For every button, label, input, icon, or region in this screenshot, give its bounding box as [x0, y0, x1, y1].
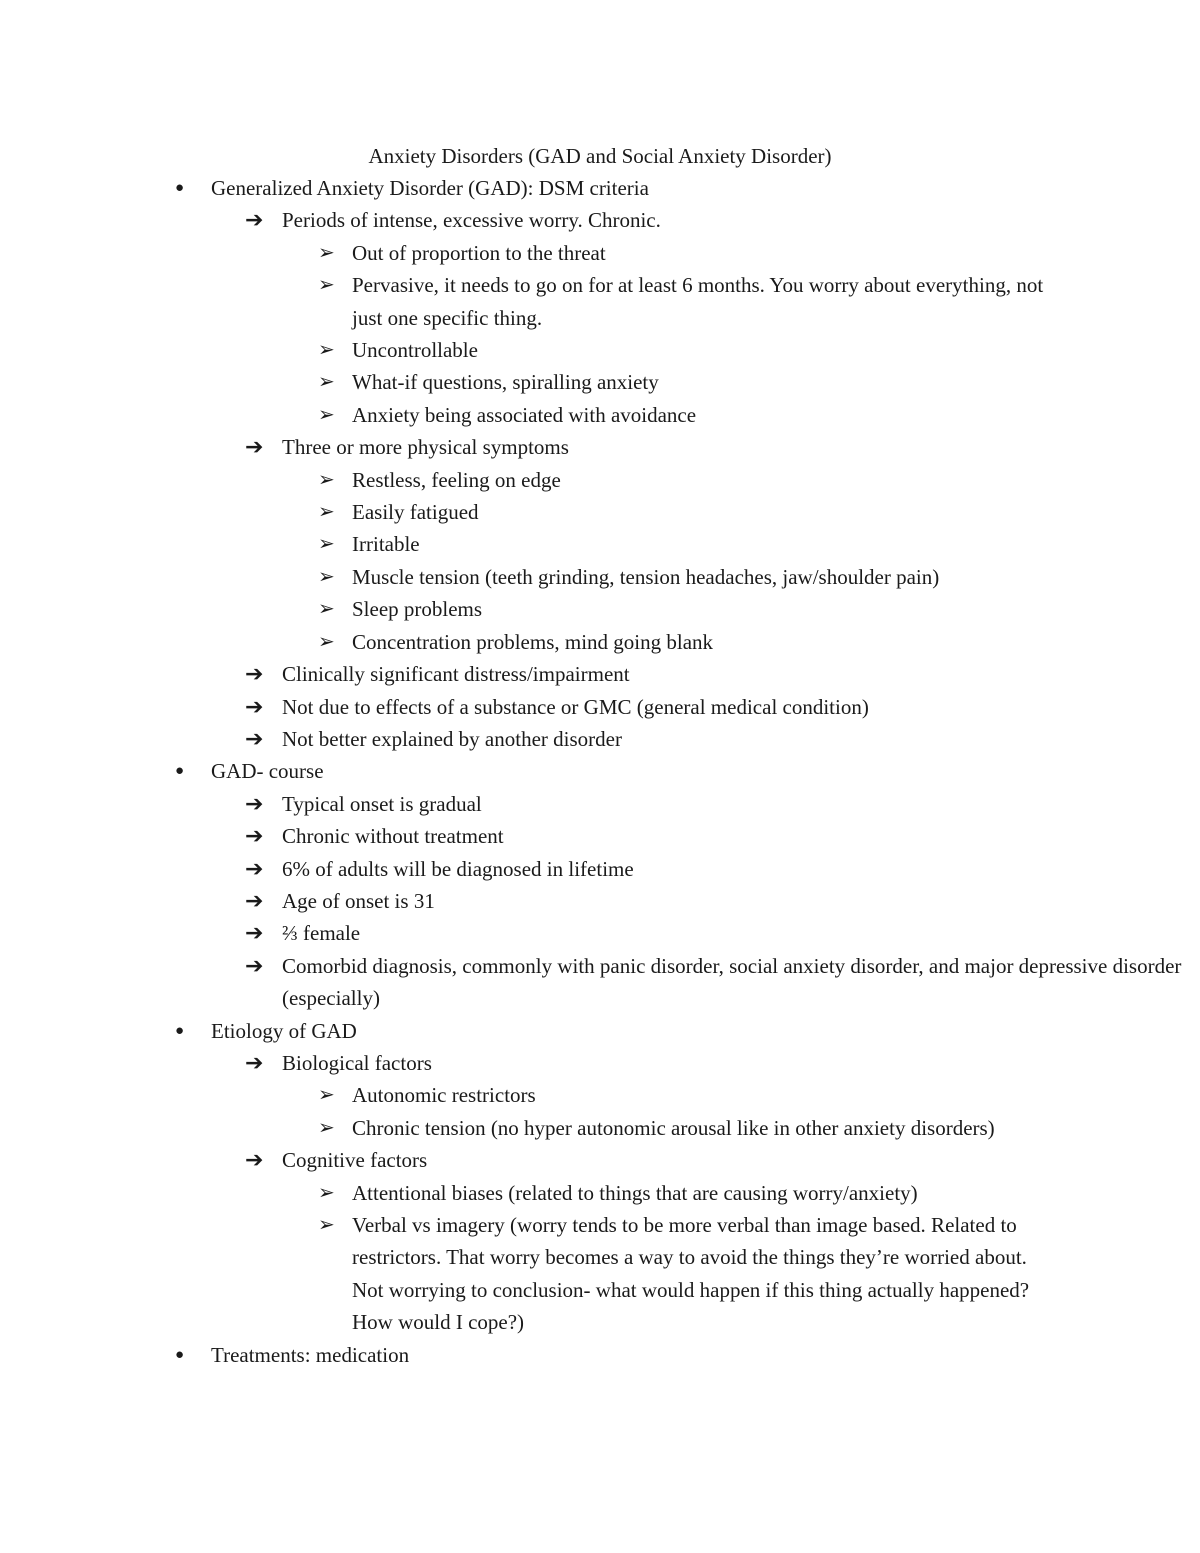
sub-list-item [0, 1112, 1200, 1144]
list-item-text: Chronic tension (no hyper autonomic arousal like in other anxiety disorders) [352, 1115, 995, 1140]
section-item [0, 172, 1200, 204]
list-item-text: Uncontrollable [352, 338, 478, 363]
list-item [0, 691, 1200, 723]
arrow-bullet-icon: ➔ [245, 434, 264, 460]
list-item [0, 820, 1200, 852]
list-item-text: Easily fatigued [352, 500, 479, 525]
list-item-text: Periods of intense, excessive worry. Chronic. [282, 208, 661, 233]
list-item-text: Clinically significant distress/impairment [282, 662, 630, 687]
list-item-text: 6% of adults will be diagnosed in lifetime [282, 856, 634, 881]
list-item-text: Muscle tension (teeth grinding, tension headaches, jaw/shoulder pain) [352, 564, 940, 589]
list-item-text: Cognitive factors [282, 1148, 428, 1173]
list-item-text: Autonomic restrictors [352, 1083, 536, 1108]
sub-list-item [0, 269, 1200, 334]
arrow-bullet-icon: ➔ [245, 855, 264, 881]
bullet-dot-icon: ● [175, 1022, 185, 1039]
list-item [0, 204, 1200, 236]
arrow-bullet-icon: ➔ [245, 920, 264, 946]
list-item-text: Generalized Anxiety Disorder (GAD): DSM criteria [211, 176, 649, 200]
sub-list-item [0, 496, 1200, 528]
arrowhead-bullet-icon: ➢ [318, 339, 335, 362]
list-item-text: Restless, feeling on edge [352, 467, 561, 492]
list-item-text: Chronic without treatment [282, 824, 504, 849]
bullet-dot-icon: ● [175, 763, 185, 780]
arrow-bullet-icon: ➔ [245, 725, 264, 751]
bullet-dot-icon: ● [175, 180, 185, 196]
list-item [0, 723, 1200, 755]
list-item-text: Concentration problems, mind going blank [352, 629, 714, 654]
list-item [0, 885, 1200, 917]
list-item-text: Pervasive, it needs to go on for at least 6 months. You worry about everything, not just one specific thing. [352, 273, 1044, 330]
arrow-bullet-icon: ➔ [245, 207, 264, 233]
sub-list-item [0, 464, 1200, 496]
arrowhead-bullet-icon: ➢ [318, 630, 335, 653]
list-item-text: Out of proportion to the threat [352, 240, 606, 265]
section-item [0, 755, 1200, 787]
section-item [0, 1339, 1200, 1371]
sub-list-item [0, 593, 1200, 625]
sub-list-item [0, 1177, 1200, 1209]
list-item-text: Age of onset is 31 [282, 888, 435, 913]
arrow-bullet-icon: ➔ [245, 1147, 264, 1173]
arrow-bullet-icon: ➔ [245, 790, 264, 816]
list-item-text: Sleep problems [352, 597, 483, 622]
list-item-text: What-if questions, spiralling anxiety [352, 370, 659, 395]
list-item-text: Anxiety being associated with avoidance [352, 402, 697, 427]
list-item-text: Not due to effects of a substance or GMC (general medical condition) [282, 694, 869, 719]
sub-list-item [0, 1079, 1200, 1111]
list-item [0, 658, 1200, 690]
section-item [0, 1015, 1200, 1047]
sub-list-item [0, 334, 1200, 366]
arrowhead-bullet-icon: ➢ [318, 403, 335, 426]
arrow-bullet-icon: ➔ [245, 1049, 264, 1075]
list-item [0, 950, 1200, 1015]
list-item-text: Typical onset is gradual [282, 791, 482, 816]
arrow-bullet-icon: ➔ [245, 823, 264, 849]
arrowhead-bullet-icon: ➢ [318, 241, 335, 264]
arrow-bullet-icon: ➔ [245, 887, 264, 913]
arrowhead-bullet-icon: ➢ [318, 1214, 335, 1236]
sub-list-item [0, 528, 1200, 560]
sub-list-item [0, 366, 1200, 398]
document-title: Anxiety Disorders (GAD and Social Anxiety Disorder) [368, 144, 832, 168]
list-item [0, 788, 1200, 820]
arrowhead-bullet-icon: ➢ [318, 468, 335, 491]
arrowhead-bullet-icon: ➢ [318, 598, 335, 621]
list-item [0, 1047, 1200, 1079]
list-item [0, 431, 1200, 463]
arrowhead-bullet-icon: ➢ [318, 1116, 335, 1139]
arrowhead-bullet-icon: ➢ [318, 1181, 335, 1204]
list-item [0, 917, 1200, 949]
list-item-text: Treatments: medication [211, 1342, 410, 1367]
arrow-bullet-icon: ➔ [245, 693, 264, 719]
sub-list-item [0, 626, 1200, 658]
list-item-text: Verbal vs imagery (worry tends to be more verbal than image based. Related to restrictors. That worry becomes a way to avoid the things they’re worried about. Not worrying to conclusion- what would happen if this thing actually happened? How would I cope?) [352, 1213, 1030, 1335]
list-item-text: GAD- course [211, 759, 324, 784]
bullet-dot-icon: ● [175, 1346, 185, 1363]
arrowhead-bullet-icon: ➢ [318, 371, 335, 394]
list-item [0, 1144, 1200, 1176]
list-item-text: Biological factors [282, 1050, 432, 1075]
arrowhead-bullet-icon: ➢ [318, 565, 335, 588]
arrowhead-bullet-icon: ➢ [318, 1084, 335, 1107]
list-item-text: Etiology of GAD [211, 1018, 357, 1043]
list-item-text: Comorbid diagnosis, commonly with panic disorder, social anxiety disorder, and major depressive disorder (especially) [282, 953, 1182, 1011]
sub-list-item [0, 237, 1200, 269]
arrowhead-bullet-icon: ➢ [318, 501, 335, 524]
sub-list-item [0, 1209, 1200, 1339]
list-item-text: Three or more physical symptoms [282, 435, 569, 460]
list-item-text: Attentional biases (related to things that are causing worry/anxiety) [352, 1180, 918, 1205]
arrow-bullet-icon: ➔ [245, 952, 264, 978]
list-item [0, 853, 1200, 885]
arrowhead-bullet-icon: ➢ [318, 533, 335, 556]
outline-list [0, 172, 1200, 1371]
sub-list-item [0, 561, 1200, 593]
list-item-text: ⅔ female [282, 921, 361, 946]
sub-list-item [0, 399, 1200, 431]
list-item-text: Not better explained by another disorder [282, 726, 622, 751]
list-item-text: Irritable [352, 532, 420, 557]
arrowhead-bullet-icon: ➢ [318, 274, 335, 297]
arrow-bullet-icon: ➔ [245, 661, 264, 687]
